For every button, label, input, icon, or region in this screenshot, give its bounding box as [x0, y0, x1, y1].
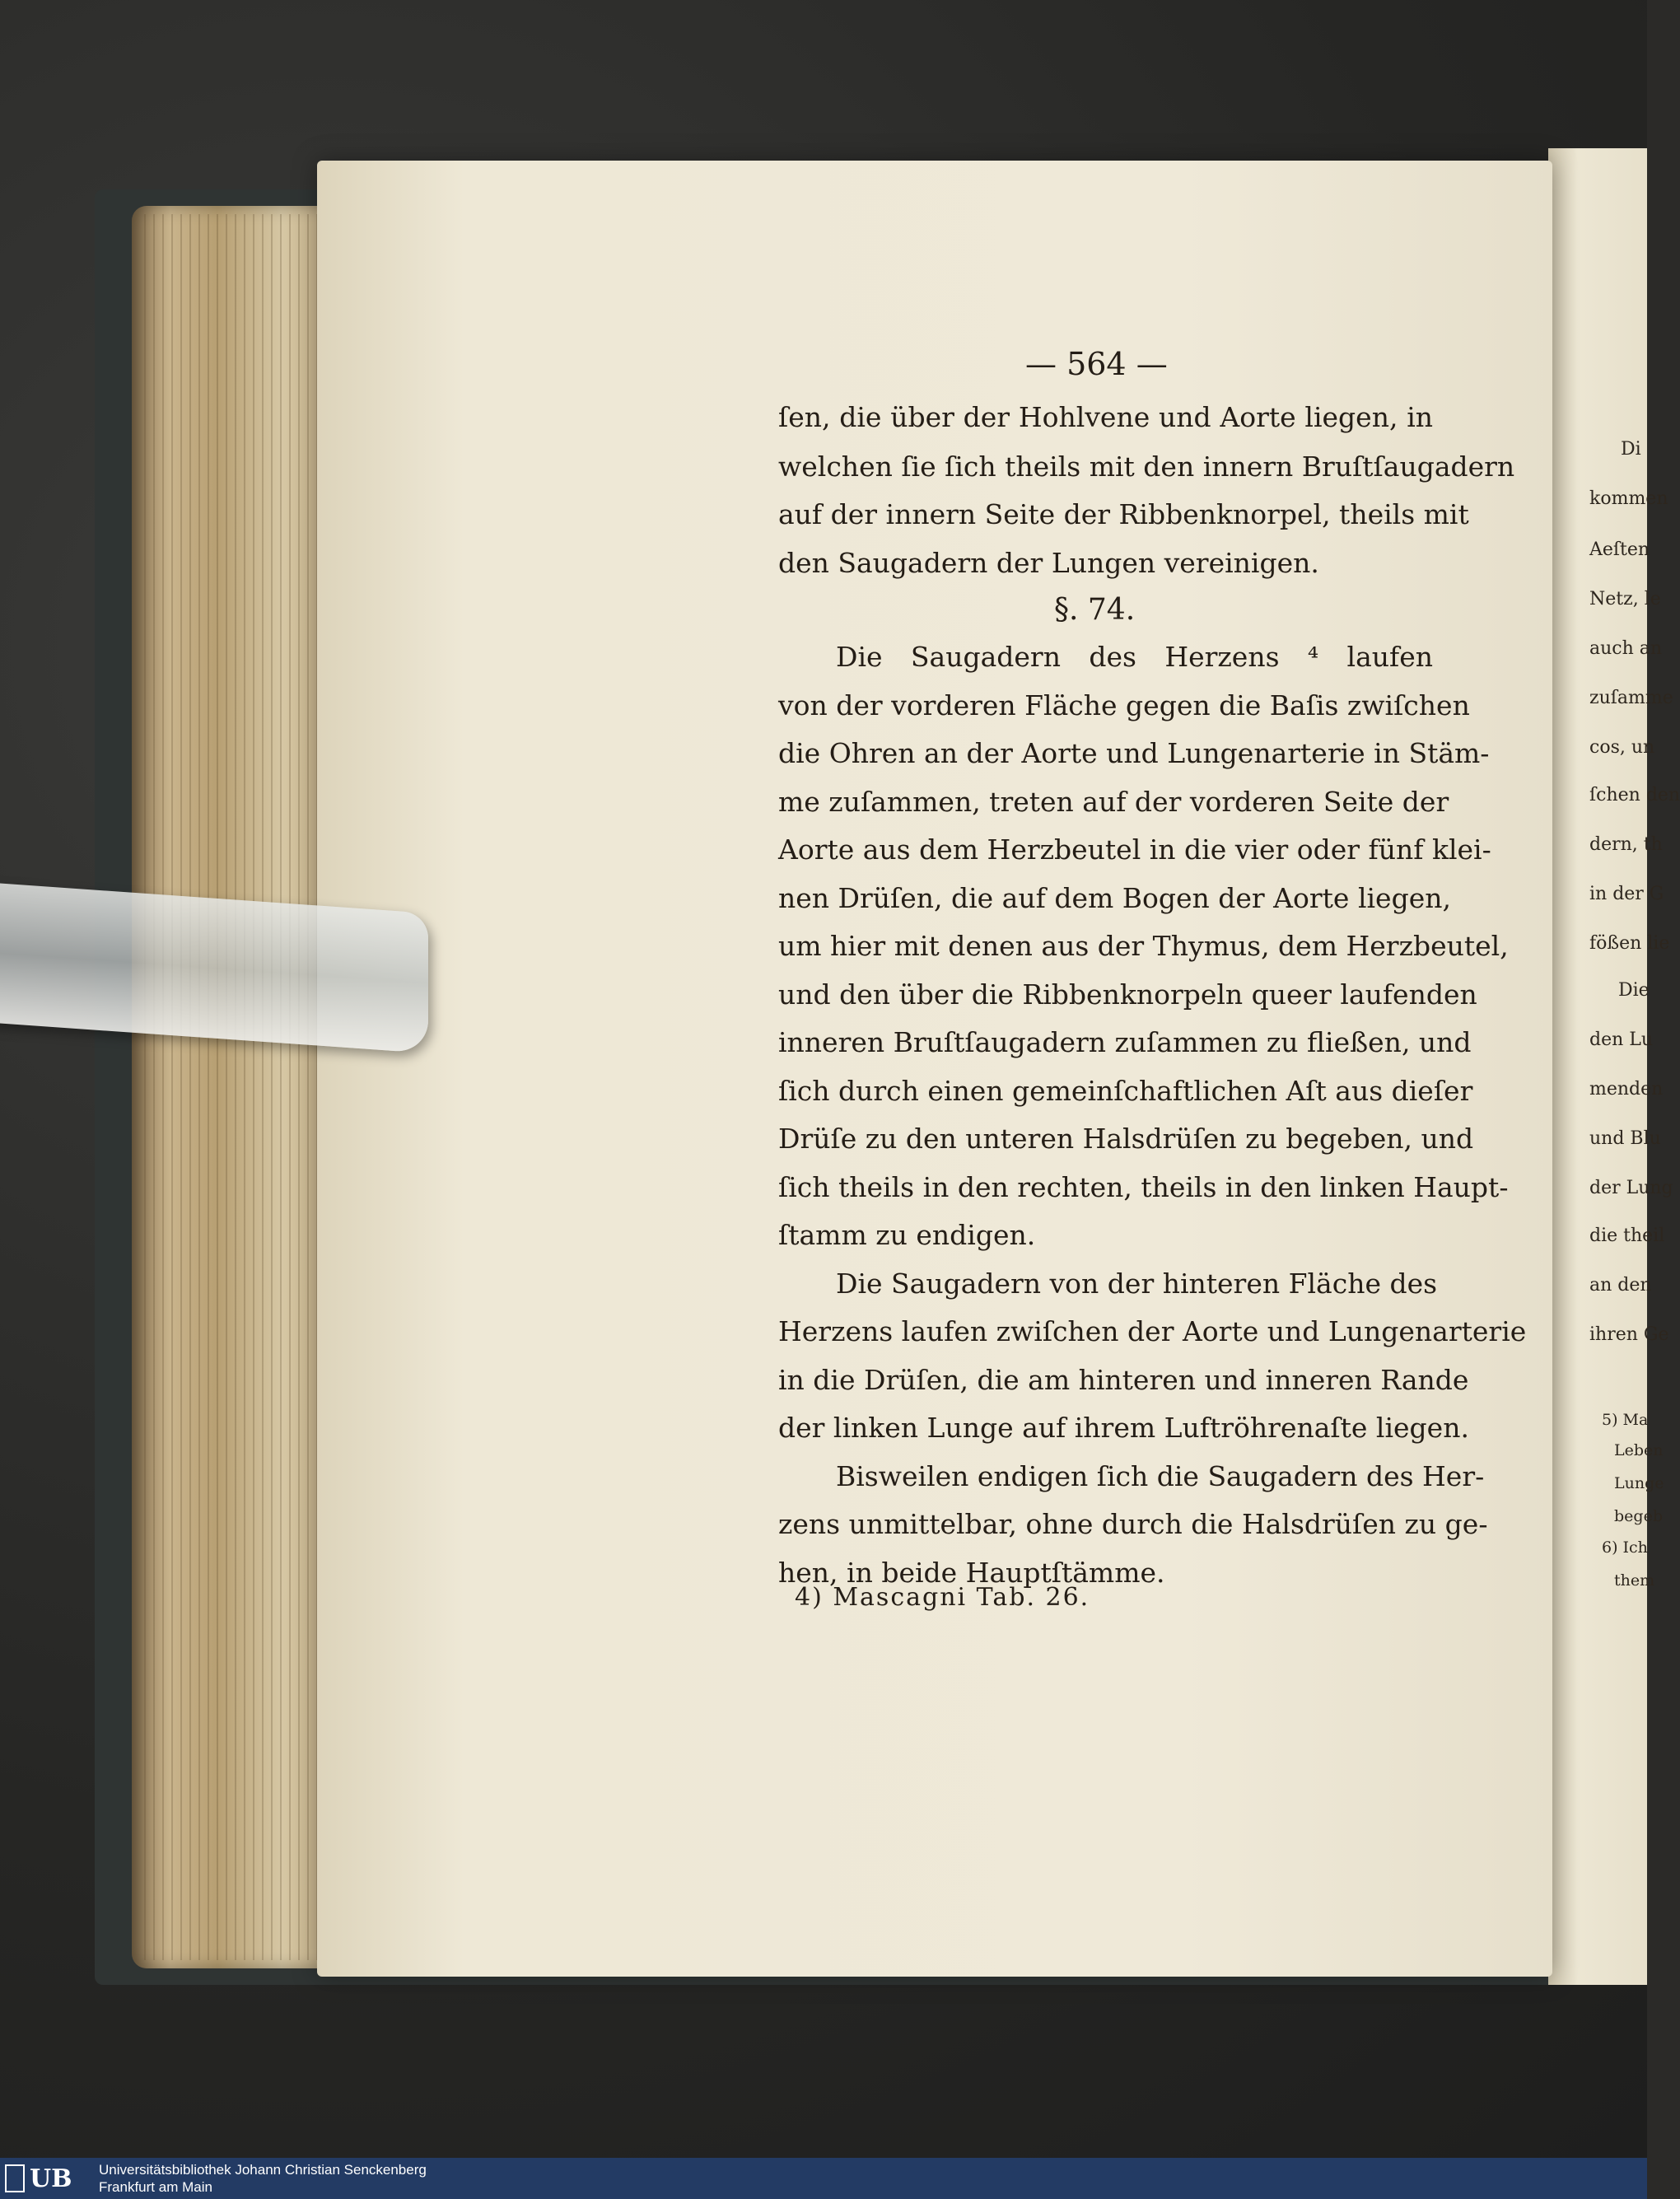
facing-page-fragment: Di	[1621, 439, 1641, 460]
text-line: auf der innern Seite der Ribbenknorpel, theils mit	[778, 498, 1469, 530]
text-line: die Ohren an der Aorte und Lungenarterie in Stäm-	[778, 737, 1490, 769]
text-line: Bisweilen endigen ſich die Saugadern des Her-	[836, 1460, 1485, 1492]
facing-page-fragment: cos, un	[1589, 737, 1655, 758]
text-line: me zuſammen, treten auf der vorderen Seite der	[778, 786, 1449, 818]
text-line: den Saugadern der Lungen vereinigen.	[778, 547, 1319, 579]
facing-page-fragment: an den	[1589, 1275, 1652, 1296]
facing-page-fragment: die theil	[1589, 1226, 1665, 1246]
facing-page-fragment: kommen	[1589, 488, 1668, 509]
facing-page-fragment: dern, th	[1589, 834, 1663, 855]
page-edge-texture	[144, 214, 334, 1960]
text-line: ſen, die über der Hohlvene und Aorte liegen, in	[778, 401, 1433, 433]
text-line: und den über die Ribbenknorpeln queer laufenden	[778, 978, 1477, 1011]
facing-page-fragment: zuſamme	[1589, 688, 1673, 708]
facing-page-fragment: Leben	[1614, 1441, 1664, 1459]
facing-page-fragment: fößen lie	[1589, 933, 1670, 954]
text-line: der linken Lunge auf ihrem Luftröhrenaſte liegen.	[778, 1412, 1469, 1444]
library-logo-text: UB	[30, 2164, 72, 2193]
facing-page-fragment: den Lu	[1589, 1029, 1654, 1050]
footer-line-1: Universitätsbibliothek Johann Christian Senckenberg	[99, 2162, 427, 2178]
facing-page-fragment: ſchen den	[1589, 785, 1680, 805]
facing-page-fragment: in der G	[1589, 884, 1664, 904]
facing-page-fragment: 6) Ich	[1602, 1538, 1648, 1557]
text-line: Die Saugadern von der hinteren Fläche des	[836, 1268, 1438, 1300]
facing-page-fragment: Die	[1618, 980, 1650, 1001]
text-line: Aorte aus dem Herzbeutel in die vier oder fünf klei-	[778, 833, 1491, 866]
text-line: Herzens laufen zwiſchen der Aorte und Lungenarterie	[778, 1315, 1527, 1347]
facing-page-fragment: Lunge	[1614, 1474, 1664, 1492]
text-line: ſtamm zu endigen.	[778, 1219, 1036, 1251]
text-line: um hier mit denen aus der Thymus, dem Herzbeutel,	[778, 930, 1509, 962]
text-line: in die Drüſen, die am hinteren und inneren Rande	[778, 1364, 1469, 1396]
facing-page-fragment: 5) Ma	[1602, 1411, 1649, 1429]
text-line: nen Drüſen, die auf dem Bogen der Aorte liegen,	[778, 882, 1451, 914]
facing-page-fragment: und Blu	[1589, 1128, 1661, 1149]
footnote: 4) Mascagni Tab. 26.	[795, 1583, 1090, 1612]
text-line: Drüſe zu den unteren Halsdrüſen zu begeben, und	[778, 1123, 1474, 1155]
text-line: ſich durch einen gemeinſchaftlichen Aſt aus dieſer	[778, 1075, 1473, 1107]
library-logo-mark	[5, 2164, 25, 2192]
text-line: welchen ſie ſich theils mit den innern Bruſtſaugadern	[778, 451, 1515, 483]
library-logo	[5, 2163, 96, 2194]
section-heading: §. 74.	[1054, 593, 1136, 627]
facing-page-fragment: der Lung	[1589, 1178, 1673, 1198]
page-number: — 564 —	[1025, 346, 1168, 382]
text-line: zens unmittelbar, ohne durch die Halsdrüſen zu ge-	[778, 1508, 1488, 1540]
facing-page-fragment: menden	[1589, 1079, 1664, 1100]
footer-line-2: Frankfurt am Main	[99, 2179, 212, 2195]
text-line: ſich theils in den rechten, theils in den linken Haupt-	[778, 1171, 1509, 1203]
facing-page-fragment: auch an	[1589, 638, 1663, 659]
text-line: von der vorderen Fläche gegen die Baſis zwiſchen	[778, 689, 1470, 721]
facing-page-fragment: Netz, le	[1589, 589, 1661, 609]
facing-page-fragment: ihren Ge	[1589, 1324, 1669, 1345]
text-line: hen, in beide Hauptſtämme.	[778, 1557, 1165, 1589]
text-line: inneren Bruſtſaugadern zuſammen zu fließen, und	[778, 1026, 1472, 1058]
facing-page	[1548, 148, 1647, 1985]
facing-page-fragment: them	[1614, 1571, 1655, 1590]
footer-bar	[0, 2158, 1647, 2199]
footer-attribution	[99, 2161, 427, 2196]
facing-page-fragment: begeb	[1614, 1507, 1663, 1525]
text-line: Die Saugadern des Herzens ⁴ laufen	[836, 641, 1433, 673]
facing-page-fragment: Aeſten	[1589, 539, 1650, 560]
